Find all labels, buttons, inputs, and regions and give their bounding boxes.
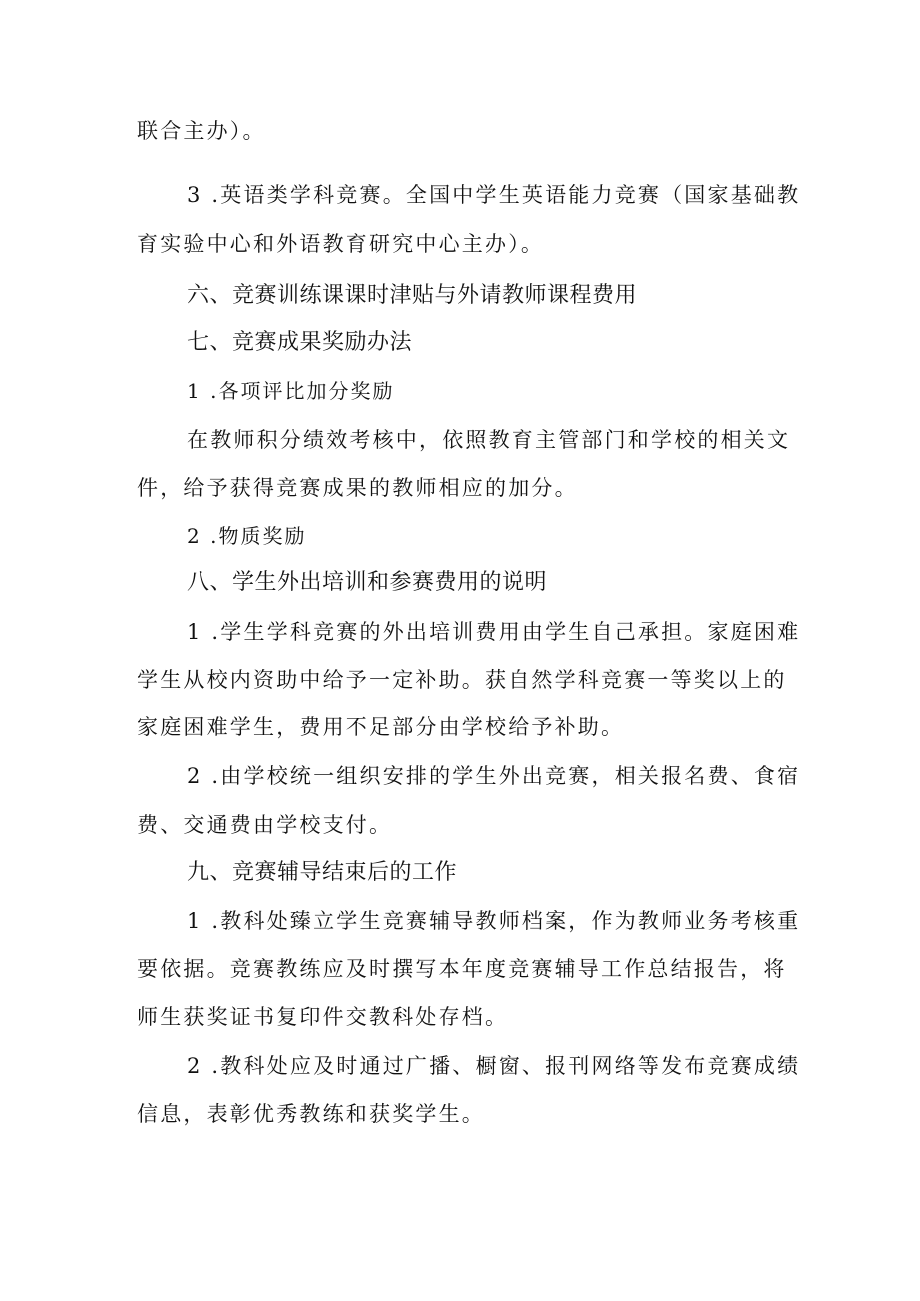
text-line: 联合主办）。 xyxy=(137,119,266,143)
paragraph-line: 1 .学生学科竞赛的外出培训费用由学生自己承担。家庭困难 xyxy=(187,620,801,644)
subheading: 2 .物质奖励 xyxy=(187,524,307,548)
text-line: 信息，表彰优秀教练和获奖学生。 xyxy=(137,1102,485,1126)
text-line: 师生获奖证书复印件交教科处存档。 xyxy=(137,1005,509,1029)
section-heading: 八、学生外出培训和参赛费用的说明 xyxy=(187,570,548,595)
text-line: 件，给予获得竞赛成果的教师相应的加分。 xyxy=(137,476,578,500)
paragraph-line: 1 .教科处臻立学生竞赛辅导教师档案，作为教师业务考核重 xyxy=(187,909,801,933)
text-line: 育实验中心和外语教育研究中心主办）。 xyxy=(137,232,545,256)
text-line: 家庭困难学生，费用不足部分由学校给予补助。 xyxy=(137,715,625,739)
paragraph-line: 2 .由学校统一组织安排的学生外出竞赛，相关报名费、食宿 xyxy=(187,764,801,788)
paragraph-line: 3 .英语类学科竞赛。全国中学生英语能力竞赛（国家基础教 xyxy=(187,183,801,207)
section-heading: 九、竞赛辅导结束后的工作 xyxy=(187,860,458,885)
paragraph-line: 在教师积分绩效考核中，依照教育主管部门和学校的相关文 xyxy=(187,428,791,452)
text-line: 学生从校内资助中给予一定补助。获自然学科竞赛一等奖以上的 xyxy=(137,668,787,692)
section-heading: 七、竞赛成果奖励办法 xyxy=(187,330,413,355)
section-heading: 六、竞赛训练课课时津贴与外请教师课程费用 xyxy=(187,283,638,308)
paragraph-line: 2 .教科处应及时通过广播、橱窗、报刊网络等发布竞赛成绩 xyxy=(187,1054,801,1078)
subheading: 1 .各项评比加分奖励 xyxy=(187,379,395,403)
text-line: 要依据。竞赛教练应及时撰写本年度竞赛辅导工作总结报告，将 xyxy=(137,957,787,981)
text-line: 费、交通费由学校支付。 xyxy=(137,813,393,837)
